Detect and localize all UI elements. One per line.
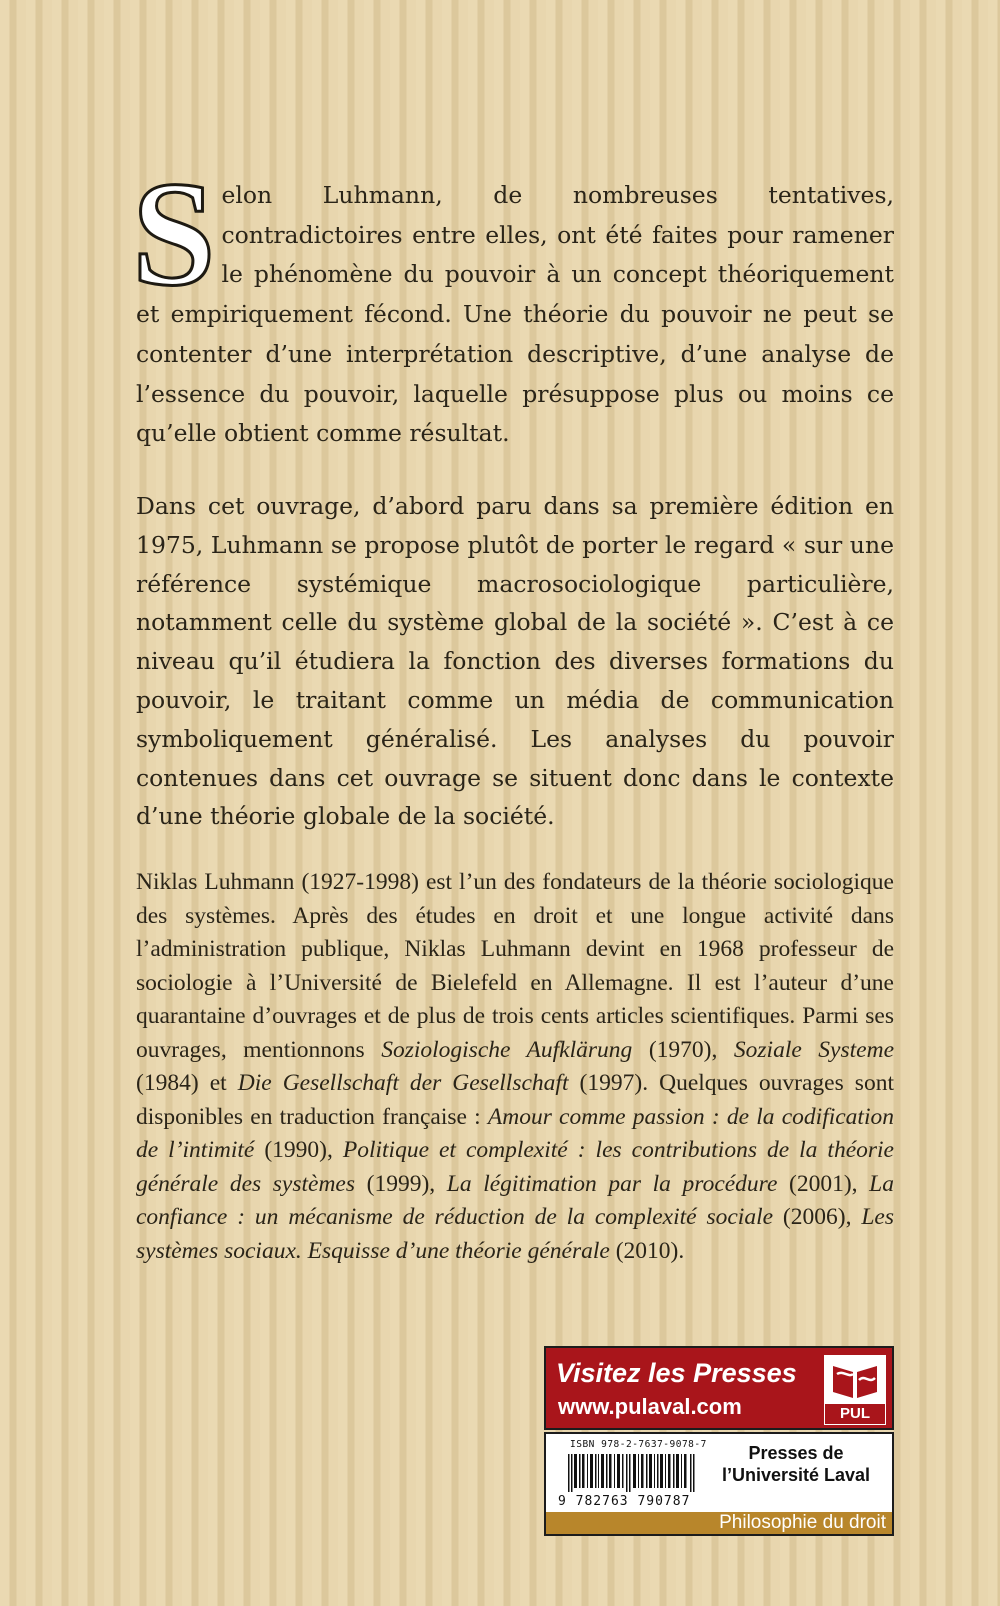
isbn-number: ISBN 978-2-7637-9078-7 (570, 1439, 707, 1450)
barcode-icon (568, 1454, 696, 1492)
work-title: Politique et complexité : les contributions de la théorie générale des systèmes (136, 1137, 894, 1197)
publisher-name-line1: Presses de (748, 1443, 844, 1463)
pul-logo-text: PUL (825, 1404, 885, 1424)
drop-cap: S (132, 151, 216, 317)
bio-separator: (2001), (777, 1170, 870, 1197)
bio-separator: (1999), (355, 1170, 447, 1197)
bio-separator: (1990), (254, 1137, 343, 1163)
work-title: Amour comme passion : de la codification de l’intimité (136, 1103, 894, 1163)
work-title: La légitimation par la procédure (446, 1170, 778, 1197)
work-title: Soziale Systeme (733, 1036, 894, 1063)
work-title: Soziologische Aufklärung (381, 1036, 633, 1063)
publisher-promo-banner (544, 1346, 894, 1430)
bio-separator: (1997). Quelques ouvrages sont disponibles en traduction française : (136, 1070, 894, 1130)
promo-heading: Visitez les Presses (556, 1358, 797, 1388)
work-title: Die Gesellschaft der Gesellschaft (237, 1070, 569, 1096)
bio-separator: (1984) et (136, 1070, 238, 1096)
author-bio-paragraph (136, 866, 894, 1268)
book-logo-icon (829, 1360, 881, 1402)
bio-separator: (1970), (632, 1036, 734, 1063)
publisher-name (706, 1442, 886, 1486)
series-name: Philosophie du droit (544, 1512, 894, 1536)
bio-separator: (2010). (609, 1237, 685, 1264)
work-title: La confiance : un mécanisme de réduction de la complexité sociale (136, 1170, 894, 1230)
intro-paragraph-text: elon Luhmann, de nombreuses tentatives, contradictoires entre elles, ont été faites pour ramener le phénomène du pouvoir à un concept théoriquement et empiriquement fécond. Une théorie du pouvoir ne peut se contenter d’une interprétation descriptive, d’une analyse de l’essence du pouvoir, laquelle présuppose plus ou moins ce qu’elle obtient comme résultat. (136, 181, 894, 448)
barcode-digits: 9 782763 790787 (558, 1494, 691, 1509)
summary-paragraph: Dans cet ouvrage, d’abord paru dans sa première édition en 1975, Luhmann se propose plutôt de porter le regard « sur une référence systémique macrosociologique particulière, notamment celle du système global de la société ». C’est à ce niveau qu’il étudiera la fonction des diverses formations du pouvoir, le traitant comme un média de communication symboliquement généralisé. Les analyses du pouvoir contenues dans cet ouvrage se situent donc dans le contexte d’une théorie globale de la société. (136, 492, 894, 831)
intro-paragraph (132, 151, 894, 454)
promo-website-link[interactable]: www.pulaval.com (558, 1394, 742, 1419)
bio-separator: (2006), (773, 1204, 862, 1230)
work-title: Les systèmes sociaux. Esquisse d’une théorie générale (136, 1204, 894, 1264)
bio-intro: Niklas Luhmann (1927-1998) est l’un des fondateurs de la théorie sociologique des systèmes. Après des études en droit et une longue activité dans l’administration publique, Niklas Luhmann devint en 1968 professeur de sociologie à l’Université de Bielefeld en Allemagne. Il est l’auteur d’une quarantaine d’ouvrages et de plus de trois cents articles scientifiques. Parmi ses ouvrages, mentionnons (136, 869, 894, 1063)
pul-logo (824, 1355, 886, 1425)
publisher-name-line2: l’Université Laval (721, 1465, 871, 1485)
